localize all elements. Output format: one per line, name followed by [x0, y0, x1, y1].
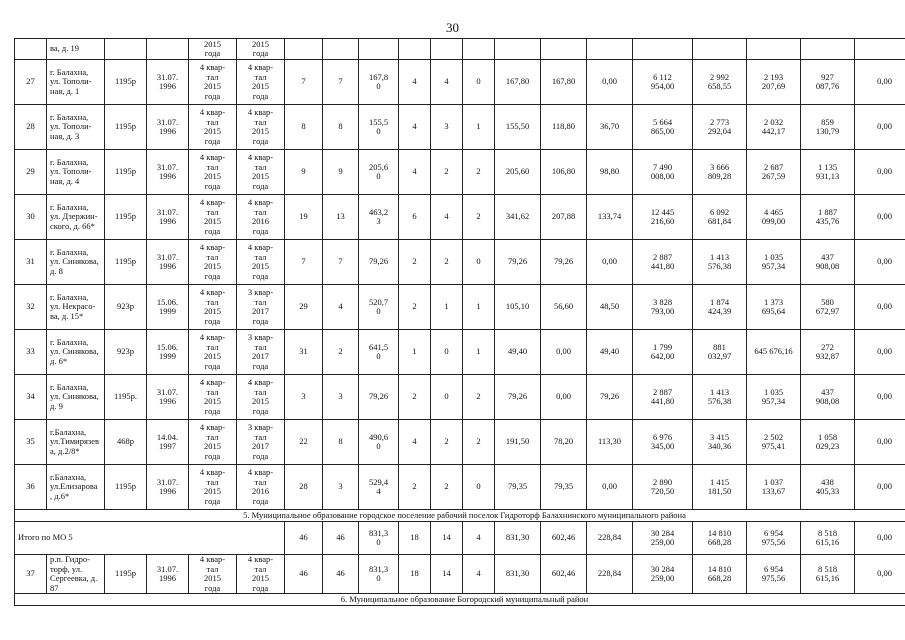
cell: 1 799 642,00 — [633, 330, 693, 375]
section-title: 6. Муниципальное образование Богородский муниципальный район — [15, 594, 905, 606]
cell: 106,80 — [541, 150, 587, 195]
cell: 6 954 975,56 — [747, 555, 801, 594]
cell: 341,62 — [495, 195, 541, 240]
cell: 228,84 — [587, 522, 633, 555]
table-row — [15, 555, 905, 594]
plan-end-cell: 3 квар- тал 2017 года — [237, 330, 285, 375]
cell: 1 413 576,38 — [693, 375, 747, 420]
cell: 3 — [323, 465, 359, 510]
plan-end-cell: 4 квар- тал 2015 года — [237, 240, 285, 285]
cell: 167,80 — [541, 60, 587, 105]
date-cell: 14.04. 1997 — [147, 420, 189, 465]
cell: 8 518 615,16 — [801, 522, 855, 555]
cell: 641,5 0 — [359, 330, 399, 375]
cell: 4 — [399, 60, 431, 105]
cell: 2 687 267,59 — [747, 150, 801, 195]
cell: 79,26 — [359, 375, 399, 420]
plan-start-cell: 2015 года — [189, 39, 237, 60]
cell: 4 — [323, 285, 359, 330]
cell: 0,00 — [855, 285, 905, 330]
table-row — [15, 465, 905, 510]
cell: 56,60 — [541, 285, 587, 330]
cell: 79,26 — [541, 240, 587, 285]
cell: 4 — [399, 150, 431, 195]
cell: 1 035 957,34 — [747, 375, 801, 420]
cell: 0,00 — [855, 522, 905, 555]
cell: 831,30 — [495, 555, 541, 594]
cell: 167,8 0 — [359, 60, 399, 105]
cell: 0,00 — [855, 465, 905, 510]
cell: 1 — [431, 285, 463, 330]
cell: 3 — [285, 375, 323, 420]
cell: 36,70 — [587, 105, 633, 150]
cell: 580 672,97 — [801, 285, 855, 330]
cell: 29 — [285, 285, 323, 330]
cell: 2 — [463, 195, 495, 240]
cell: 831,30 — [495, 522, 541, 555]
cell: 30 284 259,00 — [633, 555, 693, 594]
address-cell: г. Балахна, ул. Тополи- ная, д. 3 — [47, 105, 105, 150]
cell: 831,3 0 — [359, 522, 399, 555]
cell: 0,00 — [855, 375, 905, 420]
date-cell: 31.07. 1996 — [147, 240, 189, 285]
cell: 7 490 008,00 — [633, 150, 693, 195]
cell: 49,40 — [587, 330, 633, 375]
cell: 2 502 975,41 — [747, 420, 801, 465]
cell: 859 130,79 — [801, 105, 855, 150]
document-cell: 1195р. — [105, 375, 147, 420]
cell: 2 — [399, 285, 431, 330]
cell: 79,35 — [541, 465, 587, 510]
table-row — [15, 105, 905, 150]
cell: 0 — [463, 465, 495, 510]
cell: 1 035 957,34 — [747, 240, 801, 285]
cell: 437 908,08 — [801, 240, 855, 285]
address-cell: р.п. Гидро- торф, ул. Сергеевка, д. 87 — [47, 555, 105, 594]
cell: 49,40 — [495, 330, 541, 375]
cell: 0,00 — [855, 150, 905, 195]
cell: 2 — [463, 375, 495, 420]
cell: 8 518 615,16 — [801, 555, 855, 594]
cell: 2 032 442,17 — [747, 105, 801, 150]
address-cell: г. Балахна, ул. Дзержин- ского, д. 66* — [47, 195, 105, 240]
document-cell: 1195р — [105, 105, 147, 150]
cell: 133,74 — [587, 195, 633, 240]
cell: 13 — [323, 195, 359, 240]
section-header-row — [15, 594, 905, 606]
cell: 48,50 — [587, 285, 633, 330]
cell: 18 — [399, 522, 431, 555]
plan-start-cell: 4 квар- тал 2015 года — [189, 105, 237, 150]
cell: 5 664 865,00 — [633, 105, 693, 150]
cell: 3 — [431, 105, 463, 150]
document-cell: 1195р — [105, 555, 147, 594]
row-number-cell: 34 — [15, 375, 47, 420]
row-number-cell: 30 — [15, 195, 47, 240]
plan-start-cell: 4 квар- тал 2015 года — [189, 330, 237, 375]
cell: 4 — [431, 195, 463, 240]
cell: 79,26 — [495, 375, 541, 420]
cell: 1 373 695,64 — [747, 285, 801, 330]
cell: 2 — [463, 420, 495, 465]
cell: 1 874 424,39 — [693, 285, 747, 330]
cell: 191,50 — [495, 420, 541, 465]
cell: 0,00 — [855, 195, 905, 240]
cell: 8 — [323, 420, 359, 465]
cell: 78,20 — [541, 420, 587, 465]
plan-end-cell: 3 квар- тал 2017 года — [237, 285, 285, 330]
cell: 1 058 029,23 — [801, 420, 855, 465]
address-cell: ва, д. 19 — [47, 39, 105, 60]
cell: 927 087,76 — [801, 60, 855, 105]
date-cell: 15.06. 1999 — [147, 330, 189, 375]
plan-start-cell: 4 квар- тал 2015 года — [189, 60, 237, 105]
document-cell: 923р — [105, 330, 147, 375]
cell: 155,5 0 — [359, 105, 399, 150]
cell: 7 — [323, 240, 359, 285]
cell: 4 — [399, 105, 431, 150]
cell: 272 932,87 — [801, 330, 855, 375]
cell: 2 — [431, 240, 463, 285]
row-number-cell: 35 — [15, 420, 47, 465]
cell: 0,00 — [587, 240, 633, 285]
plan-end-cell: 4 квар- тал 2015 года — [237, 555, 285, 594]
cell: 31 — [285, 330, 323, 375]
cell: 113,30 — [587, 420, 633, 465]
cell: 2 — [399, 465, 431, 510]
cell: 7 — [323, 60, 359, 105]
cell: 228,84 — [587, 555, 633, 594]
cell: 1 887 435,76 — [801, 195, 855, 240]
cell: 0,00 — [587, 60, 633, 105]
cell: 46 — [323, 555, 359, 594]
address-cell: г. Балахна, ул. Тополи- ная, д. 4 — [47, 150, 105, 195]
cell: 155,50 — [495, 105, 541, 150]
date-cell: 31.07. 1996 — [147, 465, 189, 510]
cell: 2 887 441,80 — [633, 240, 693, 285]
cell: 14 — [431, 555, 463, 594]
cell: 2 890 720,50 — [633, 465, 693, 510]
cell: 3 — [323, 375, 359, 420]
cell: 1 — [463, 105, 495, 150]
cell: 0 — [463, 60, 495, 105]
cell: 9 — [285, 150, 323, 195]
cell: 30 284 259,00 — [633, 522, 693, 555]
plan-start-cell: 4 квар- тал 2015 года — [189, 465, 237, 510]
cell: 4 — [463, 522, 495, 555]
plan-end-cell: 2015 года — [237, 39, 285, 60]
cell: 0 — [463, 240, 495, 285]
cell: 19 — [285, 195, 323, 240]
date-cell: 31.07. 1996 — [147, 195, 189, 240]
cell: 645 676,16 — [747, 330, 801, 375]
cell: 2 — [431, 150, 463, 195]
cell: 0,00 — [541, 375, 587, 420]
cell: 205,60 — [495, 150, 541, 195]
row-number-cell: 29 — [15, 150, 47, 195]
plan-end-cell: 4 квар- тал 2015 года — [237, 375, 285, 420]
plan-start-cell: 4 квар- тал 2015 года — [189, 375, 237, 420]
cell: 2 193 207,69 — [747, 60, 801, 105]
cell: 0,00 — [855, 105, 905, 150]
cell: 0,00 — [855, 330, 905, 375]
address-cell: г. Балахна, ул. Некрасо- ва, д. 15* — [47, 285, 105, 330]
cell: 2 — [463, 150, 495, 195]
cell: 46 — [323, 522, 359, 555]
cell: 881 032,97 — [693, 330, 747, 375]
date-cell: 31.07. 1996 — [147, 60, 189, 105]
cell: 14 810 668,28 — [693, 555, 747, 594]
address-cell: г. Балахна, ул. Синякова, д. 9 — [47, 375, 105, 420]
row-number-cell: 28 — [15, 105, 47, 150]
cell: 79,26 — [359, 240, 399, 285]
row-number-cell: 27 — [15, 60, 47, 105]
plan-start-cell: 4 квар- тал 2015 года — [189, 555, 237, 594]
cell: 98,80 — [587, 150, 633, 195]
document-cell: 1195р — [105, 150, 147, 195]
table-row — [15, 375, 905, 420]
address-cell: г. Балахна, ул. Синякова, д. 6* — [47, 330, 105, 375]
table-row — [15, 285, 905, 330]
cell: 1 — [463, 330, 495, 375]
row-number-cell: 33 — [15, 330, 47, 375]
date-cell: 31.07. 1996 — [147, 105, 189, 150]
cell: 79,35 — [495, 465, 541, 510]
cell: 46 — [285, 555, 323, 594]
cell: 9 — [323, 150, 359, 195]
plan-start-cell: 4 квар- тал 2015 года — [189, 150, 237, 195]
table-row — [15, 420, 905, 465]
cell: 118,80 — [541, 105, 587, 150]
cell: 4 465 099,00 — [747, 195, 801, 240]
cell: 1 413 576,38 — [693, 240, 747, 285]
date-cell: 31.07. 1996 — [147, 375, 189, 420]
cell: 0,00 — [587, 465, 633, 510]
cell: 6 — [399, 195, 431, 240]
document-cell: 1195р — [105, 240, 147, 285]
table-row — [15, 39, 905, 60]
cell: 6 954 975,56 — [747, 522, 801, 555]
table-row — [15, 60, 905, 105]
table-row — [15, 195, 905, 240]
table-row — [15, 330, 905, 375]
cell: 520,7 0 — [359, 285, 399, 330]
date-cell: 15.06. 1999 — [147, 285, 189, 330]
cell: 2 773 292,04 — [693, 105, 747, 150]
cell: 22 — [285, 420, 323, 465]
cell: 0 — [431, 330, 463, 375]
cell: 437 908,08 — [801, 375, 855, 420]
plan-end-cell: 4 квар- тал 2015 года — [237, 105, 285, 150]
cell: 490,6 0 — [359, 420, 399, 465]
cell: 4 — [399, 420, 431, 465]
cell: 3 666 809,28 — [693, 150, 747, 195]
cell: 2 992 658,55 — [693, 60, 747, 105]
cell: 0 — [431, 375, 463, 420]
cell: 1 — [399, 330, 431, 375]
row-number-cell: 32 — [15, 285, 47, 330]
cell: 7 — [285, 60, 323, 105]
cell: 167,80 — [495, 60, 541, 105]
cell: 105,10 — [495, 285, 541, 330]
cell: 18 — [399, 555, 431, 594]
cell: 14 810 668,28 — [693, 522, 747, 555]
cell: 463,2 3 — [359, 195, 399, 240]
plan-end-cell: 4 квар- тал 2015 года — [237, 60, 285, 105]
plan-end-cell: 4 квар- тал 2016 года — [237, 195, 285, 240]
cell: 8 — [323, 105, 359, 150]
cell: 12 445 216,60 — [633, 195, 693, 240]
cell: 46 — [285, 522, 323, 555]
address-cell: г. Балахна, ул. Тополи- ная, д. 1 — [47, 60, 105, 105]
date-cell: 31.07. 1996 — [147, 555, 189, 594]
cell: 0,00 — [855, 60, 905, 105]
cell: 28 — [285, 465, 323, 510]
cell: 2 — [399, 240, 431, 285]
document-cell: 1195р — [105, 60, 147, 105]
page-number: 30 — [446, 20, 459, 35]
plan-start-cell: 4 квар- тал 2015 года — [189, 420, 237, 465]
row-number-cell: 31 — [15, 240, 47, 285]
cell: 79,26 — [587, 375, 633, 420]
cell: 831,3 0 — [359, 555, 399, 594]
document-cell: 923р — [105, 285, 147, 330]
cell: 7 — [285, 240, 323, 285]
cell: 4 — [431, 60, 463, 105]
address-cell: г. Балахна, ул. Синякова, д. 8 — [47, 240, 105, 285]
row-number-cell: 36 — [15, 465, 47, 510]
cell: 0,00 — [855, 555, 905, 594]
cell: 207,88 — [541, 195, 587, 240]
cell: 529,4 4 — [359, 465, 399, 510]
cell: 1 — [463, 285, 495, 330]
plan-start-cell: 4 квар- тал 2015 года — [189, 195, 237, 240]
section-header-row — [15, 510, 905, 522]
cell: 1 037 133,67 — [747, 465, 801, 510]
cell: 2 887 441,80 — [633, 375, 693, 420]
total-row — [15, 522, 905, 555]
cell: 438 405,33 — [801, 465, 855, 510]
plan-end-cell: 3 квар- тал 2017 года — [237, 420, 285, 465]
cell: 14 — [431, 522, 463, 555]
cell: 0,00 — [855, 420, 905, 465]
cell: 79,26 — [495, 240, 541, 285]
cell: 2 — [399, 375, 431, 420]
cell: 205,6 0 — [359, 150, 399, 195]
row-number-cell: 37 — [15, 555, 47, 594]
cell: 6 092 681,84 — [693, 195, 747, 240]
document-cell: 1195р — [105, 195, 147, 240]
section-title: 5. Муниципальное образование городское поселение рабочий поселок Гидроторф Балахнинского муниципального района — [15, 510, 905, 522]
cell: 3 415 340,36 — [693, 420, 747, 465]
cell: 6 112 954,00 — [633, 60, 693, 105]
cell: 1 415 181,50 — [693, 465, 747, 510]
cell: 602,46 — [541, 555, 587, 594]
plan-start-cell: 4 квар- тал 2015 года — [189, 240, 237, 285]
cell: 2 — [323, 330, 359, 375]
cell: 602,46 — [541, 522, 587, 555]
cell: 4 — [463, 555, 495, 594]
table-row — [15, 150, 905, 195]
document-cell: 1195р — [105, 465, 147, 510]
cell: 8 — [285, 105, 323, 150]
plan-end-cell: 4 квар- тал 2015 года — [237, 150, 285, 195]
cell: 6 976 345,00 — [633, 420, 693, 465]
document-cell: 468р — [105, 420, 147, 465]
cell: 2 — [431, 420, 463, 465]
address-cell: г.Балахна, ул.Елизарова , д.6* — [47, 465, 105, 510]
plan-start-cell: 4 квар- тал 2015 года — [189, 285, 237, 330]
cell: 0,00 — [855, 240, 905, 285]
housing-table — [14, 38, 905, 606]
cell: 0,00 — [541, 330, 587, 375]
table-row — [15, 240, 905, 285]
date-cell: 31.07. 1996 — [147, 150, 189, 195]
total-label: Итого по МО 5 — [15, 522, 285, 555]
cell: 3 828 793,00 — [633, 285, 693, 330]
cell: 1 135 931,13 — [801, 150, 855, 195]
address-cell: г.Балахна, ул.Тимирязев а, д.2/8* — [47, 420, 105, 465]
cell: 2 — [431, 465, 463, 510]
plan-end-cell: 4 квар- тал 2016 года — [237, 465, 285, 510]
